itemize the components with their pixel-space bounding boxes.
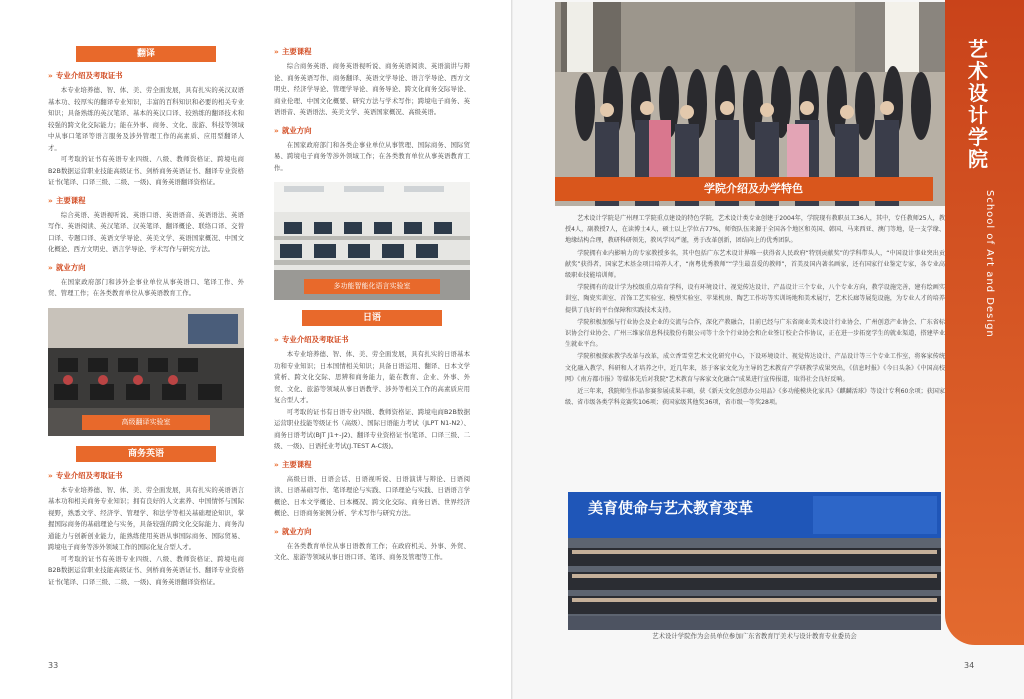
college-intro-text: [565, 213, 945, 409]
chevron-right-icon: »: [48, 262, 53, 272]
photo-translation-lab: [48, 308, 244, 436]
heading-text: 主要课程: [282, 459, 312, 469]
photo-caption: 多功能智能化语言实验室: [304, 279, 440, 294]
chevron-right-icon: »: [274, 47, 279, 56]
page-number-right: 34: [964, 661, 975, 670]
section-tab-shangwu: 商务英语: [76, 446, 216, 462]
chevron-right-icon: »: [48, 195, 53, 205]
section-heading: [48, 70, 244, 82]
chevron-right-icon: »: [274, 335, 279, 344]
chevron-right-icon: »: [274, 526, 279, 536]
photo-language-lab: [274, 182, 470, 300]
paragraph: 在各类教育单位从事日语教育工作；在政府机关、外事、外贸、文化、旅游等领域从事日语口译、笔译、商务及管理等工作。: [274, 541, 470, 561]
section-heading: [274, 526, 470, 538]
heading-text: 专业介绍及考取证书: [56, 71, 123, 80]
section-tab-riyu: 日语: [302, 310, 442, 326]
section-banner: 学院介绍及办学特色: [555, 177, 933, 201]
paragraph: 在国家政府部门和各类企事业单位从事管理、国际商务、国际贸易、跨境电子商务等涉外领域工作；在各类教育单位从事英语教育工作。: [274, 140, 470, 172]
section-heading: [48, 470, 244, 482]
paragraph: 学院积极加强与行业协会及企业的交流与合作，深化产教融合，目前已经与广东省商业美术设计行业协会、广州创意产业协会、广东省标识协会行业协会、广州三维家信息科技股份有限公司等十余个行业协会和企业签订校企合作协议，正在进一步拓宽学生的就业渠道，搭建毕业生就业平台。: [565, 318, 945, 349]
paragraph: 综合商务英语、商务英语视听说、商务英语阅读、英语演讲与辩论、商务英语写作、商务翻译、英语文学导论、语言学导论、西方文明史、经济学导论、管理学导论、商务导论、跨文化商务交际导论、商业伦理、中国文化概要、研究方法与学术写作；跨境电子商务、英语语音、英语语法、英美文学、英语国家概况、高级英语。: [274, 62, 470, 116]
paragraph: 高级日语、日语会话、日语视听说、日语演讲与辩论、日语阅读、日语基础写作、笔译理论与实践、口译理论与实践、日语语言学概论、日本文学概论、日本概况、跨文化交际、商务日语、世界经济概论、日语商务案例分析、学术写作与研究方法。: [274, 474, 470, 517]
page-number-left: 33: [48, 661, 59, 670]
heading-text: 专业介绍及考取证书: [56, 470, 123, 480]
group-photo-top: [555, 2, 945, 206]
photo-caption: 高级翻译实验室: [82, 415, 210, 430]
left-column-b: [274, 40, 470, 564]
section-heading: [274, 46, 470, 58]
page-fold: [511, 0, 513, 699]
paragraph: 学院积极探索教学改革与改革，成立香雪堂艺术文化研究中心，下设环境设计、视觉传达设计、产品设计等三个专业工作室，将客家传统文化融入教学、科研和人才培养之中，近几年来，基于客家文化为主导的艺术教育产学研教学成果突出，《信息时报》《今日头条》《中国高校网》《南方都市报》等媒体先后对我院“艺术教育与客家文化融合”成果进行宣传报道，取得社会良好反响。: [565, 353, 945, 383]
paragraph: 本专业培养德、智、体、美、劳全面发展，具有扎实的英汉双语基本功、较厚实的翻译专业知识，丰富的百科知识和必要的相关专业知识；具备熟练的英汉笔译、基本的英汉口译、较熟练的翻译技术和较强的跨文化交际能力；能在外事、商务、文化、旅游、科技等领域中从事口笔译等语言服务及涉外管理工作的高素质、应用型翻译人才。: [48, 86, 244, 152]
paragraph: 可考取的证书有英语专业四级、八级、教师资格证、跨境电商B2B数据运营职业技能高级证书、剑桥商务英语证书、翻译专业资格证书(笔译、口译三级、二级、一级)、商务英语翻译资格证。: [48, 155, 244, 186]
heading-text: 就业方向: [56, 262, 86, 272]
heading-text: 专业介绍及考取证书: [282, 335, 349, 344]
heading-text: 就业方向: [282, 526, 312, 536]
chevron-right-icon: »: [274, 125, 279, 135]
section-heading: [274, 459, 470, 471]
paragraph: 在国家政府部门和涉外企事业单位从事英语口、笔译工作、外贸、管理工作；在各类教育单位从事英语教育工作。: [48, 277, 244, 297]
faculty-group-photo: [555, 2, 945, 206]
chevron-right-icon: »: [48, 71, 53, 80]
bottom-photo-caption: 艺术设计学院作为会员单位参加广东省教育厅美术与设计教育专业委员会: [652, 632, 857, 640]
paragraph: 可考取的证书有日语专业四级、教师资格证、跨境电商B2B数据运营职业技能等级证书（高级）、国际日语能力考试（JLPT N1-N2）、商务日语考试(BJT J1+-J2)、翻译专业资格证书(笔译、口译三级、二级、一级)、日语托业考试(J.TEST A-C级)。: [274, 407, 470, 450]
heading-text: 主要课程: [282, 47, 312, 56]
left-column-a: [48, 46, 244, 588]
heading-text: 就业方向: [282, 125, 312, 135]
section-heading: [48, 262, 244, 274]
paragraph: 学院拥有业内影响力的专家教授多名，其中包括广东艺术设计界唯一获得省人民政府“特别贡献奖”的学科带头人，“中国设计事业突出贡献奖”获得者，国家艺术基金项目培养人才，“南粤优秀教师”“学生最喜爱的教师”，首美及国内著名画家，还有国家行业鉴定专家，各专业高级职业技能培训师。: [565, 249, 945, 280]
paragraph: 可考取的证书有英语专业四级、八级、教师资格证、跨境电商B2B数据运营职业技能高级证书、剑桥商务英语证书、翻译专业资格证书(笔译、口译三级、二级、一级)、商务英语翻译资格证。: [48, 554, 244, 586]
paragraph: 本专业培养德、智、体、美、劳全面发展，具有扎实的日语基本功和专业知识；日本国情相关知识；具备日语运用、翻译、日本文学赏析、跨文化交际、思辨和商务能力，能在教育、企业、外事、外贸、文化、旅游等领域从事日语教学、涉外等相关工作的高素质应用复合型人才。: [274, 350, 470, 404]
paragraph: 综合英语、英语视听说、英语口语、英语语音、英语语法、英语写作、英语阅读、英汉笔译、汉英笔译、翻译概论、联络口译、交替口译、专题口译、英语文学导论、英美文学、英语国家概况、中国文化概论、西方文明史、语言学导论、学术写作与研究方法。: [48, 210, 244, 253]
bottom-photo-title: 美育使命与艺术教育变革: [588, 499, 754, 517]
paragraph: 艺术设计学院是广州理工学院重点建设的特色学院，艺术设计类专业创建于2004年，学院现有教职员工36人，其中，专任教师25人，教授4人，副教授7人，在读博士4人，硕士以上学位占77%，师资队伍来源于全国各个地区和英国、韩国、马来西亚、澳门等地，是一支学缘、地缘结构合理，教研科研领先，教风学风严谨，勇于改革创新，团结向上的优秀团队。: [565, 215, 945, 245]
chevron-right-icon: »: [274, 459, 279, 469]
heading-text: 主要课程: [56, 195, 86, 205]
paragraph: 学院拥有的设计学为校级重点培育学科，设有环境设计、视觉传达设计、产品设计三个专业，八个专业方向，教学设施完善，建有绘画实训室、陶瓷实训室、首饰工艺实验室、模型实验室、苹果机房、陶艺工作坊等实训场地和美术展厅，艺术长廊等展览设施，为专业人才的培养提供了良好的平台保障和实践技术支持。: [565, 284, 945, 314]
side-title-en: School of Art and Design: [984, 190, 995, 338]
paragraph: 本专业培养德、智、体、美、劳全面发展，具有扎实的英语语言基本功和相关商务专业知识；拥有良好的人文素养、中国情怀与国际视野，熟悉文学、经济学、管理学、和法学等相关基础理论知识，掌握国际商务的基础理论与实务，具备较强的跨文化交际能力、商务沟通能力与创新创业能力，能熟练使用英语从事国际商务、国际贸易、跨境电子商务等涉外领域工作的国际化复合型人才。: [48, 485, 244, 551]
section-heading: [48, 195, 244, 207]
section-heading: [274, 334, 470, 346]
section-heading: [274, 125, 470, 137]
section-tab-fanyi: 翻译: [76, 46, 216, 62]
chevron-right-icon: »: [48, 470, 53, 480]
paragraph: 近三年来，我院师生作品参赛参展成果丰硕，获《新天文化创意办公用品》《多功能模块化家具》《麒麟活球》等设计专利60余项；获国家级、省市级各类学科竞赛奖106项；获国家级其他奖36项，省市级一等奖28项。: [565, 388, 945, 407]
side-title-cn: 艺术设计学院: [968, 37, 988, 171]
